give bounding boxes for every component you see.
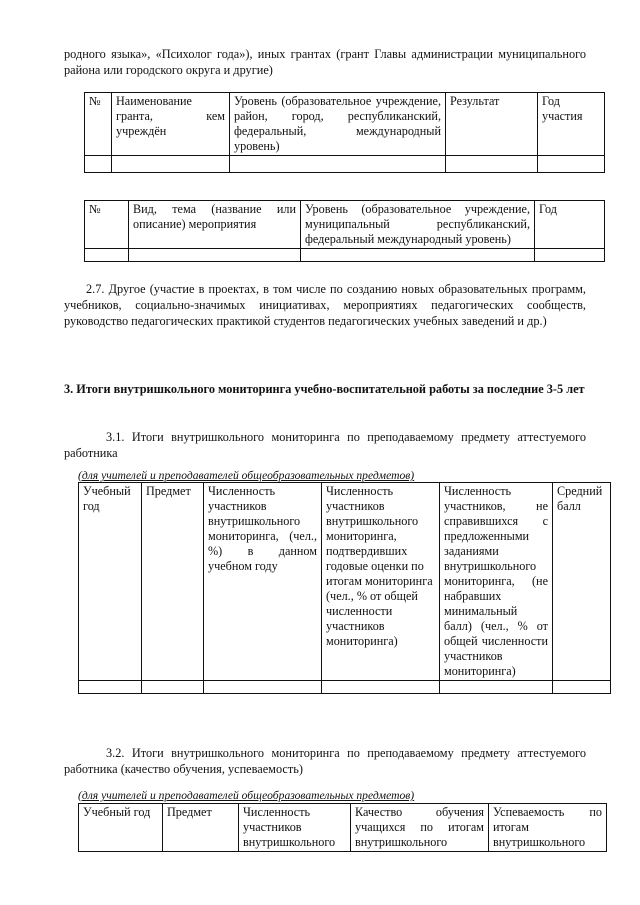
header-cell: Успеваемость по итогам внутришкольного (489, 804, 607, 852)
empty-cell (142, 681, 204, 694)
empty-cell (446, 156, 538, 173)
empty-cell (204, 681, 322, 694)
paragraph-3-2: 3.2. Итоги внутришкольного мониторинга по преподаваемому предмету аттестуемого работника (качество обучения, успеваемость) (64, 746, 586, 776)
empty-cell (440, 681, 553, 694)
header-cell: Средний балл (553, 483, 611, 681)
empty-cell (538, 156, 605, 173)
note-3-2: (для учителей и преподавателей общеобразовательных предметов) (78, 789, 415, 802)
table-row (85, 156, 605, 173)
header-cell: Уровень (образовательное учреждение, муниципальный республиканский, федеральный международный уровень) (301, 201, 535, 249)
header-cell: Год (535, 201, 605, 249)
header-cell: Уровень (образовательное учреждение, район, город, республиканский, федеральный, международный уровень) (230, 93, 446, 156)
header-cell: Учебный год (79, 483, 142, 681)
empty-cell (553, 681, 611, 694)
empty-cell (301, 249, 535, 262)
empty-cell (535, 249, 605, 262)
grants-table (84, 92, 605, 173)
table-header-row (85, 201, 605, 249)
header-cell: Численность участников внутришкольного мониторинга, подтвердивших годовые оценки по итогам мониторинга (чел., % от общей численности участников мониторинга) (322, 483, 440, 681)
header-cell: Учебный год (79, 804, 163, 852)
header-cell: Численность участников внутришкольного мониторинга, (чел., %) в данном учебном году (204, 483, 322, 681)
monitoring-results-table (78, 482, 611, 694)
header-cell: Год участия (538, 93, 605, 156)
table-header-row (85, 93, 605, 156)
intro-paragraph: родного языка», «Психолог года»), иных грантах (грант Главы администрации муниципального района или городского округа и другие) (64, 47, 586, 77)
empty-cell (85, 249, 129, 262)
header-cell: Вид, тема (название или описание) мероприятия (129, 201, 301, 249)
section-3-heading: 3. Итоги внутришкольного мониторинга учебно-воспитательной работы за последние 3-5 лет (64, 382, 585, 396)
table-header-row (79, 483, 611, 681)
paragraph-3-1: 3.1. Итоги внутришкольного мониторинга по преподаваемому предмету аттестуемого работника (64, 430, 586, 460)
header-cell: № (85, 201, 129, 249)
empty-cell (230, 156, 446, 173)
header-cell: Предмет (163, 804, 239, 852)
empty-cell (112, 156, 230, 173)
note-3-1: (для учителей и преподавателей общеобразовательных предметов) (78, 469, 415, 482)
header-cell: Наименование гранта, кем учреждён (112, 93, 230, 156)
table-header-row (79, 804, 607, 852)
table-row (85, 249, 605, 262)
quality-table (78, 803, 607, 852)
header-cell: № (85, 93, 112, 156)
events-table (84, 200, 605, 262)
header-cell: Предмет (142, 483, 204, 681)
header-cell: Результат (446, 93, 538, 156)
empty-cell (79, 681, 142, 694)
header-cell: Численность участников, не справившихся с предложенными заданиями внутришкольного мониторинга, (не набравших минимальный балл) (чел., % от общей численности участников мониторинга) (440, 483, 553, 681)
table-row (79, 681, 611, 694)
empty-cell (85, 156, 112, 173)
paragraph-2-7: 2.7. Другое (участие в проектах, в том числе по созданию новых образовательных программ, учебников, социально-значимых инициативах, мероприятиях педагогических сообществ, руководство педагогических практикой студентов педагогических учебных заведений и др.) (64, 282, 586, 328)
header-cell: Качество обучения учащихся по итогам внутришкольного (351, 804, 489, 852)
empty-cell (129, 249, 301, 262)
header-cell: Численность участников внутришкольного (239, 804, 351, 852)
empty-cell (322, 681, 440, 694)
